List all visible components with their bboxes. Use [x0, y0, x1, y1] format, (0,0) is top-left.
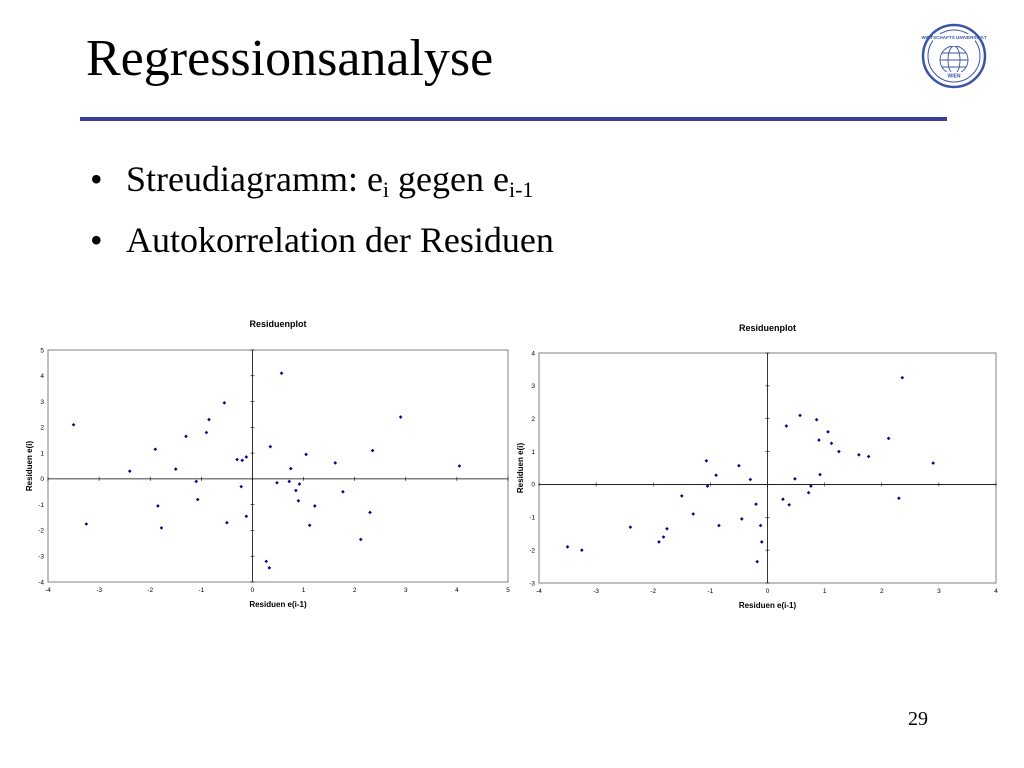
data-point	[399, 415, 403, 419]
x-tick-label: 5	[506, 587, 510, 594]
data-point	[275, 481, 279, 485]
x-tick-label: 1	[301, 587, 306, 594]
y-tick-label: 3	[531, 383, 535, 391]
x-tick-label: 0	[250, 587, 255, 594]
data-point	[818, 473, 822, 477]
title-divider	[80, 117, 947, 121]
data-point	[837, 450, 841, 454]
data-point	[754, 502, 758, 506]
data-point	[341, 490, 345, 494]
page-number: 29	[908, 708, 928, 730]
data-point	[740, 517, 744, 521]
data-point	[174, 467, 178, 471]
y-tick-label: 3	[40, 398, 44, 406]
data-point	[154, 447, 158, 451]
data-point	[313, 504, 317, 508]
y-tick-label: -1	[38, 501, 44, 509]
data-point	[815, 418, 819, 422]
university-logo-icon	[920, 22, 988, 90]
data-point	[184, 435, 188, 439]
x-tick-label: -2	[650, 588, 657, 595]
data-point	[826, 430, 830, 434]
data-point	[194, 480, 198, 484]
data-point	[160, 526, 164, 530]
data-point	[333, 461, 337, 465]
data-point	[294, 489, 298, 493]
y-tick-label: 1	[40, 450, 44, 458]
y-tick-label: -3	[38, 553, 44, 561]
data-point	[359, 538, 363, 542]
data-point	[245, 455, 249, 459]
y-tick-label: 0	[531, 481, 535, 489]
data-point	[458, 464, 462, 468]
data-point	[760, 540, 764, 544]
data-point	[759, 524, 763, 528]
data-point	[714, 473, 718, 477]
data-point	[297, 499, 301, 503]
data-point	[128, 469, 132, 473]
y-tick-label: -3	[529, 580, 535, 588]
x-tick-label: -1	[707, 588, 714, 595]
y-tick-label: -1	[529, 514, 535, 522]
bullet-text: Autokorrelation der Residuen	[126, 220, 554, 261]
y-tick-label: 0	[40, 476, 44, 484]
x-tick-label: -3	[593, 588, 600, 595]
data-point	[931, 461, 935, 465]
x-tick-label: 3	[403, 587, 408, 594]
y-tick-label: 5	[40, 347, 44, 355]
bullet-text-2: gegen e	[389, 159, 509, 199]
residual-chart-left	[18, 312, 514, 616]
data-point	[287, 480, 291, 484]
bullet-list	[90, 158, 554, 279]
y-tick-label: 4	[531, 350, 535, 358]
data-point	[235, 458, 239, 462]
data-point	[298, 482, 302, 486]
x-tick-label: -3	[96, 587, 103, 594]
data-point	[245, 514, 249, 518]
bullet-text: Streudiagramm: e	[126, 159, 383, 199]
data-point	[207, 418, 211, 422]
data-point	[205, 431, 209, 435]
data-point	[264, 560, 268, 564]
bullet-subscript-i-1: i-1	[508, 177, 534, 202]
x-tick-label: 4	[455, 587, 459, 594]
data-point	[371, 449, 375, 453]
data-point	[807, 491, 811, 495]
data-point	[680, 494, 684, 498]
y-axis-label: Residuen e(i)	[516, 442, 525, 494]
data-point	[887, 437, 891, 441]
data-point	[781, 497, 785, 501]
bullet-marker: •	[90, 220, 103, 261]
data-point	[691, 512, 695, 516]
data-point	[755, 560, 759, 564]
residual-chart-right	[510, 316, 1006, 620]
x-tick-label: 4	[994, 588, 998, 595]
logo-text-bottom: WIEN	[947, 73, 961, 80]
data-point	[304, 453, 308, 457]
data-point	[793, 477, 797, 481]
data-point	[196, 498, 200, 502]
x-axis-label: Residuen e(i-1)	[249, 600, 307, 609]
x-tick-label: 1	[822, 588, 827, 595]
data-point	[85, 522, 89, 526]
data-point	[901, 376, 905, 380]
bullet-item-scatter	[90, 158, 554, 203]
y-tick-label: 4	[40, 373, 44, 381]
data-point	[280, 371, 284, 375]
data-point	[308, 523, 312, 527]
x-tick-label: 2	[879, 588, 884, 595]
y-tick-label: -2	[38, 527, 44, 535]
data-point	[72, 423, 76, 427]
data-point	[749, 478, 753, 482]
y-tick-label: -4	[38, 579, 44, 587]
data-point	[156, 504, 160, 508]
data-point	[662, 535, 666, 539]
data-point	[717, 524, 721, 528]
data-point	[785, 424, 789, 428]
data-point	[857, 453, 861, 457]
data-point	[867, 455, 871, 459]
data-point	[268, 566, 272, 570]
x-tick-label: -2	[147, 587, 154, 594]
bullet-marker: •	[90, 159, 103, 199]
chart-title: Residuenplot	[738, 323, 797, 333]
plot-area-border	[48, 350, 508, 582]
bullet-item-autocorrelation	[90, 219, 554, 262]
bullet-subscript-i: i	[382, 177, 390, 202]
data-point	[817, 438, 821, 442]
data-point	[225, 521, 229, 525]
data-point	[657, 540, 661, 544]
data-point	[269, 445, 273, 449]
data-point	[737, 464, 741, 468]
data-point	[897, 496, 901, 500]
y-tick-label: 2	[531, 416, 535, 424]
data-point	[830, 442, 834, 446]
data-point	[289, 467, 293, 471]
y-axis-label: Residuen e(i)	[25, 440, 34, 492]
data-point	[223, 401, 227, 405]
x-tick-label: 0	[765, 588, 770, 595]
x-axis-label: Residuen e(i-1)	[738, 601, 797, 610]
data-point	[629, 525, 633, 529]
data-point	[240, 459, 244, 463]
chart-title: Residuenplot	[249, 319, 307, 329]
logo-text-top: WIRTSCHAFTS UNIVERSITÄT	[921, 35, 987, 40]
data-point	[787, 503, 791, 507]
slide-title: Regressionsanalyse	[86, 30, 494, 87]
data-point	[566, 545, 570, 549]
y-tick-label: -2	[529, 547, 535, 555]
y-tick-label: 2	[40, 424, 44, 432]
x-tick-label: -1	[198, 587, 205, 594]
data-point	[665, 527, 669, 531]
x-tick-label: -4	[536, 588, 542, 595]
data-point	[368, 511, 372, 515]
x-tick-label: 2	[352, 587, 357, 594]
y-tick-label: 1	[531, 448, 535, 456]
x-tick-label: -4	[45, 587, 51, 594]
x-tick-label: 3	[937, 588, 941, 595]
data-point	[580, 548, 584, 552]
data-point	[239, 485, 243, 489]
data-point	[798, 414, 802, 418]
data-point	[705, 459, 709, 463]
